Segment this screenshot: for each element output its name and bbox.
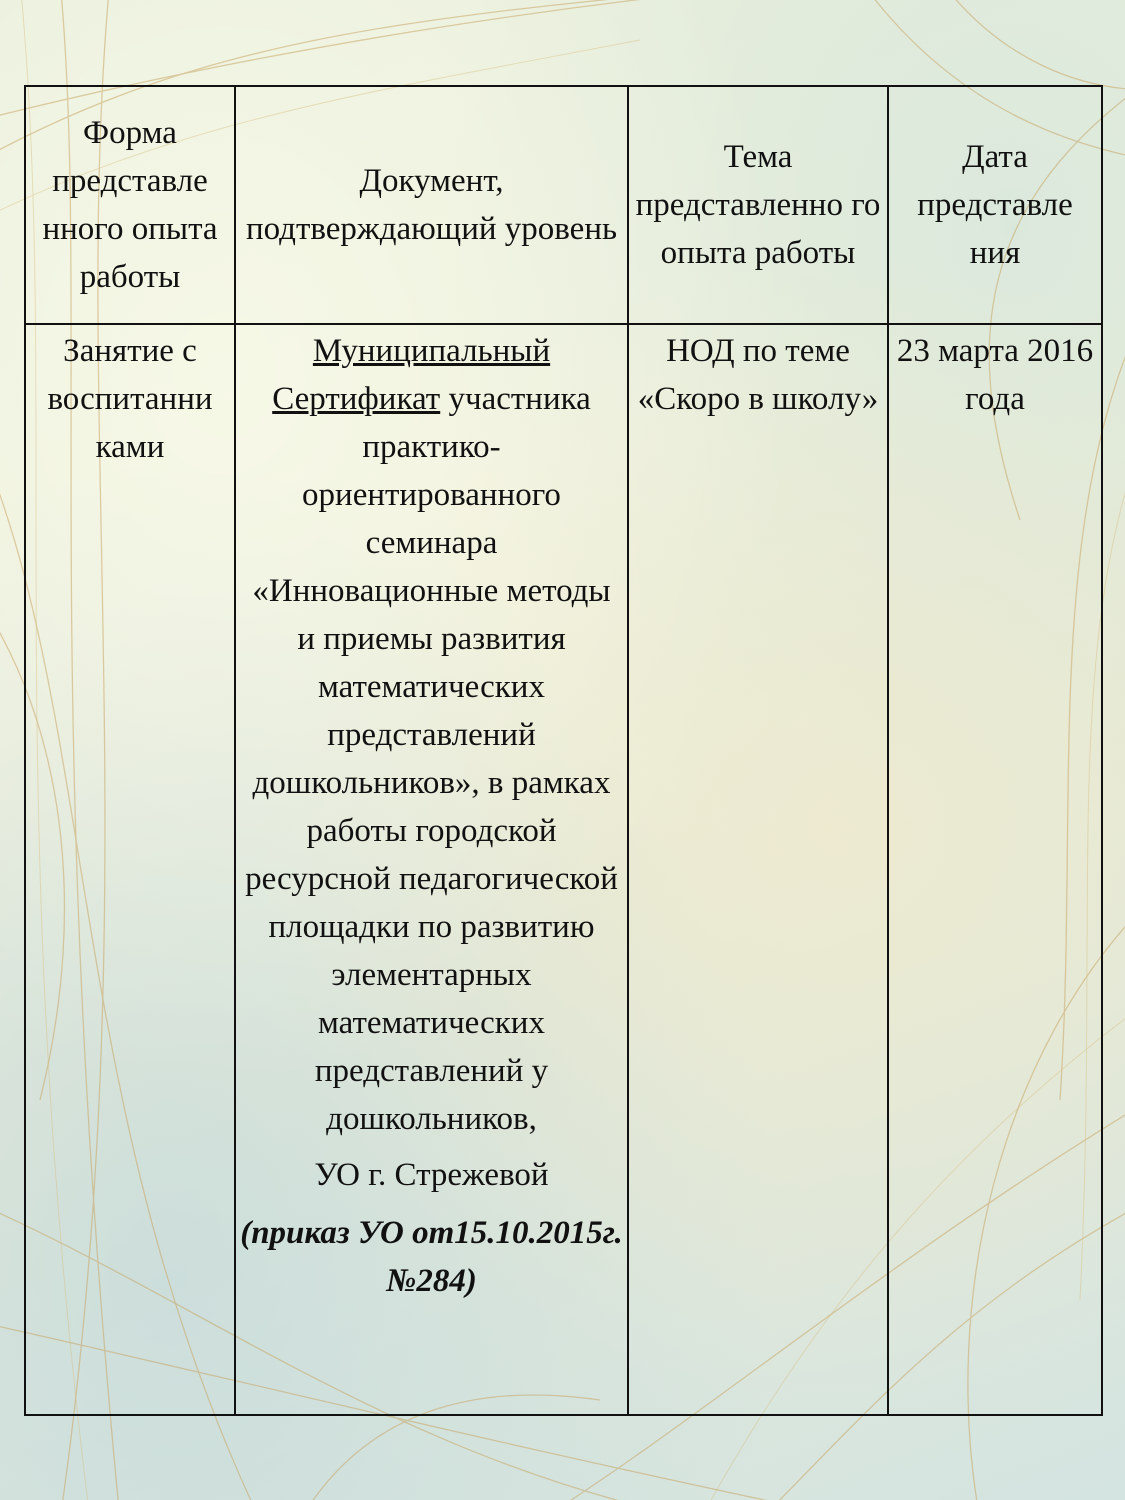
- header-date: Дата представле ния: [888, 86, 1102, 324]
- doc-order: (приказ УО от15.10.2015г. №284): [240, 1215, 623, 1299]
- doc-certificate: Сертификат: [272, 381, 441, 417]
- table-header-row: [25, 86, 1102, 324]
- doc-organization: УО г. Стрежевой: [314, 1157, 549, 1193]
- doc-description: участника практико-ориентированного семинара «Инновационные методы и приемы развития математических представлений дошкольников», в рамках работы городской ресурсной педагогической площадки по развитию элементарных математических представлений у дошкольников,: [245, 381, 618, 1137]
- cell-document: [235, 324, 628, 1415]
- header-document: Документ, подтверждающий уровень: [235, 86, 628, 324]
- table-row: [25, 324, 1102, 1415]
- cell-form: Занятие с воспитанни ками: [25, 324, 235, 1415]
- doc-municipal: Муниципальный: [312, 333, 551, 369]
- header-topic: Тема представленно го опыта работы: [628, 86, 888, 324]
- header-form: Форма представле нного опыта работы: [25, 86, 235, 324]
- cell-topic: НОД по теме «Скоро в школу»: [628, 324, 888, 1415]
- cell-date: 23 марта 2016 года: [888, 324, 1102, 1415]
- experience-table: [24, 85, 1103, 1416]
